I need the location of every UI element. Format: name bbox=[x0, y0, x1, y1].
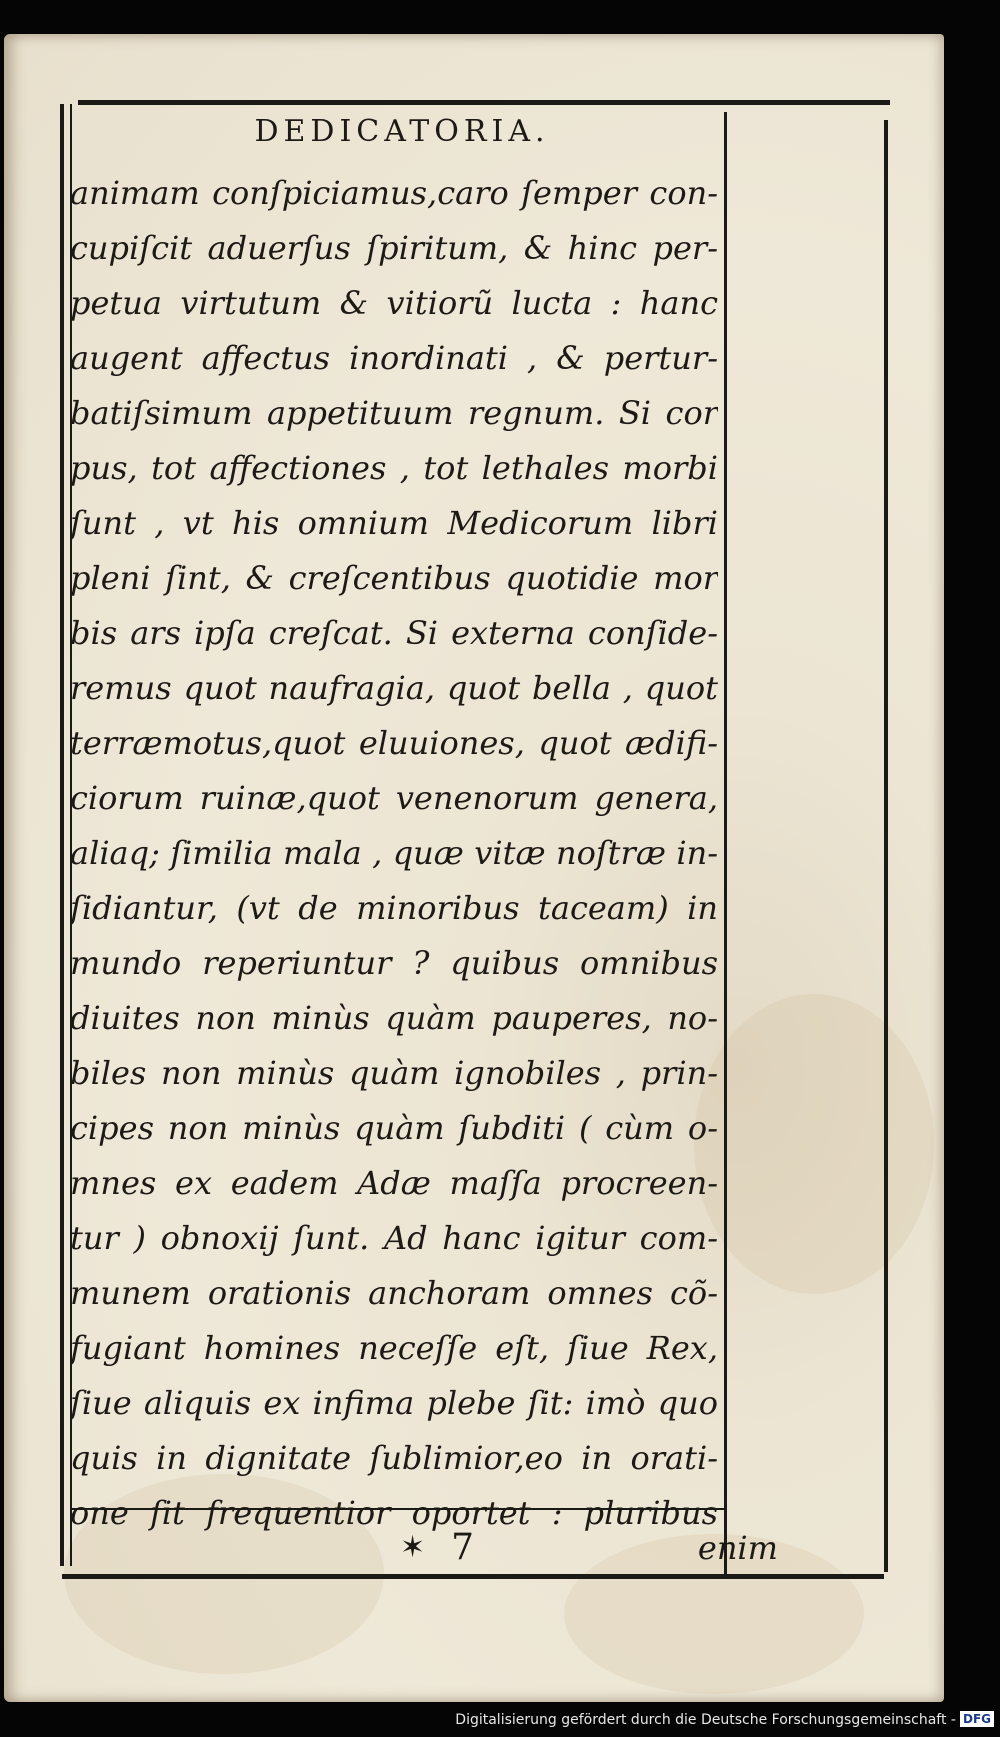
text-line: terræmotus,quot eluuiones, quot ædifi- bbox=[70, 724, 718, 762]
frame-outer-right-rule bbox=[884, 120, 888, 1572]
digitization-credit bbox=[455, 1705, 994, 1735]
text-line: cupiſcit aduerſus ſpiritum, & hinc per- bbox=[70, 229, 718, 267]
text-line: munem orationis anchoram omnes cõ- bbox=[70, 1274, 718, 1312]
text-line: pus, tot affectiones , tot lethales morbi bbox=[70, 449, 718, 487]
frame-outer-left-rule bbox=[60, 104, 64, 1566]
text-line: diuites non minùs quàm pauperes, no- bbox=[70, 999, 718, 1037]
signature-number: 7 bbox=[451, 1527, 475, 1568]
text-line: pleni ſint, & creſcentibus quotidie mor bbox=[70, 559, 718, 597]
frame-top-rule bbox=[78, 100, 890, 105]
text-line: quis in dignitate ſublimior,eo in orati- bbox=[70, 1439, 718, 1477]
text-line: tur ) obnoxij ſunt. Ad hanc igitur com- bbox=[70, 1219, 718, 1257]
asterisk-icon: ✶ bbox=[400, 1530, 426, 1565]
text-line: bis ars ipſa creſcat. Si externa conſide- bbox=[70, 614, 718, 652]
text-line: ſidiantur, (vt de minoribus taceam) in bbox=[70, 889, 718, 927]
text-line: aliaq; ſimilia mala , quæ vitæ noſtræ in- bbox=[70, 834, 718, 872]
text-line: remus quot naufragia, quot bella , quot bbox=[70, 669, 718, 707]
text-line: petua virtutum & vitiorũ lucta : hanc bbox=[70, 284, 718, 322]
text-line: ſiue aliquis ex infima plebe ſit: imò quo bbox=[70, 1384, 718, 1422]
dfg-logo-icon: DFG bbox=[960, 1711, 994, 1727]
text-line: animam conſpiciamus,caro ſemper con- bbox=[70, 174, 718, 212]
text-line: mundo reperiuntur ? quibus omnibus bbox=[70, 944, 718, 982]
frame-text-right-rule bbox=[724, 112, 727, 1574]
text-line: one ſit frequentior oportet : pluribus bbox=[70, 1494, 718, 1532]
paper-stain bbox=[694, 994, 934, 1294]
text-line: biles non minùs quàm ignobiles , prin- bbox=[70, 1054, 718, 1092]
catchword: enim bbox=[697, 1529, 778, 1567]
running-heading: DEDICATORIA. bbox=[254, 114, 550, 149]
text-line: fugiant homines neceſſe eſt, ſiue Rex, bbox=[70, 1329, 718, 1367]
text-line: cipes non minùs quàm ſubditi ( cùm o- bbox=[70, 1109, 718, 1147]
text-line: mnes ex eadem Adæ maſſa procreen- bbox=[70, 1164, 718, 1202]
body-text bbox=[70, 166, 718, 1541]
credit-text: Digitalisierung gefördert durch die Deutsche Forschungsgemeinschaft - bbox=[455, 1712, 956, 1728]
signature-mark bbox=[400, 1524, 474, 1572]
frame-bottom-rule bbox=[62, 1574, 884, 1579]
text-line: ſunt , vt his omnium Medicorum libri bbox=[70, 504, 718, 542]
text-line: ciorum ruinæ,quot venenorum genera, bbox=[70, 779, 718, 817]
text-line: augent affectus inordinati , & pertur- bbox=[70, 339, 718, 377]
text-line: batiſsimum appetituum regnum. Si cor bbox=[70, 394, 718, 432]
